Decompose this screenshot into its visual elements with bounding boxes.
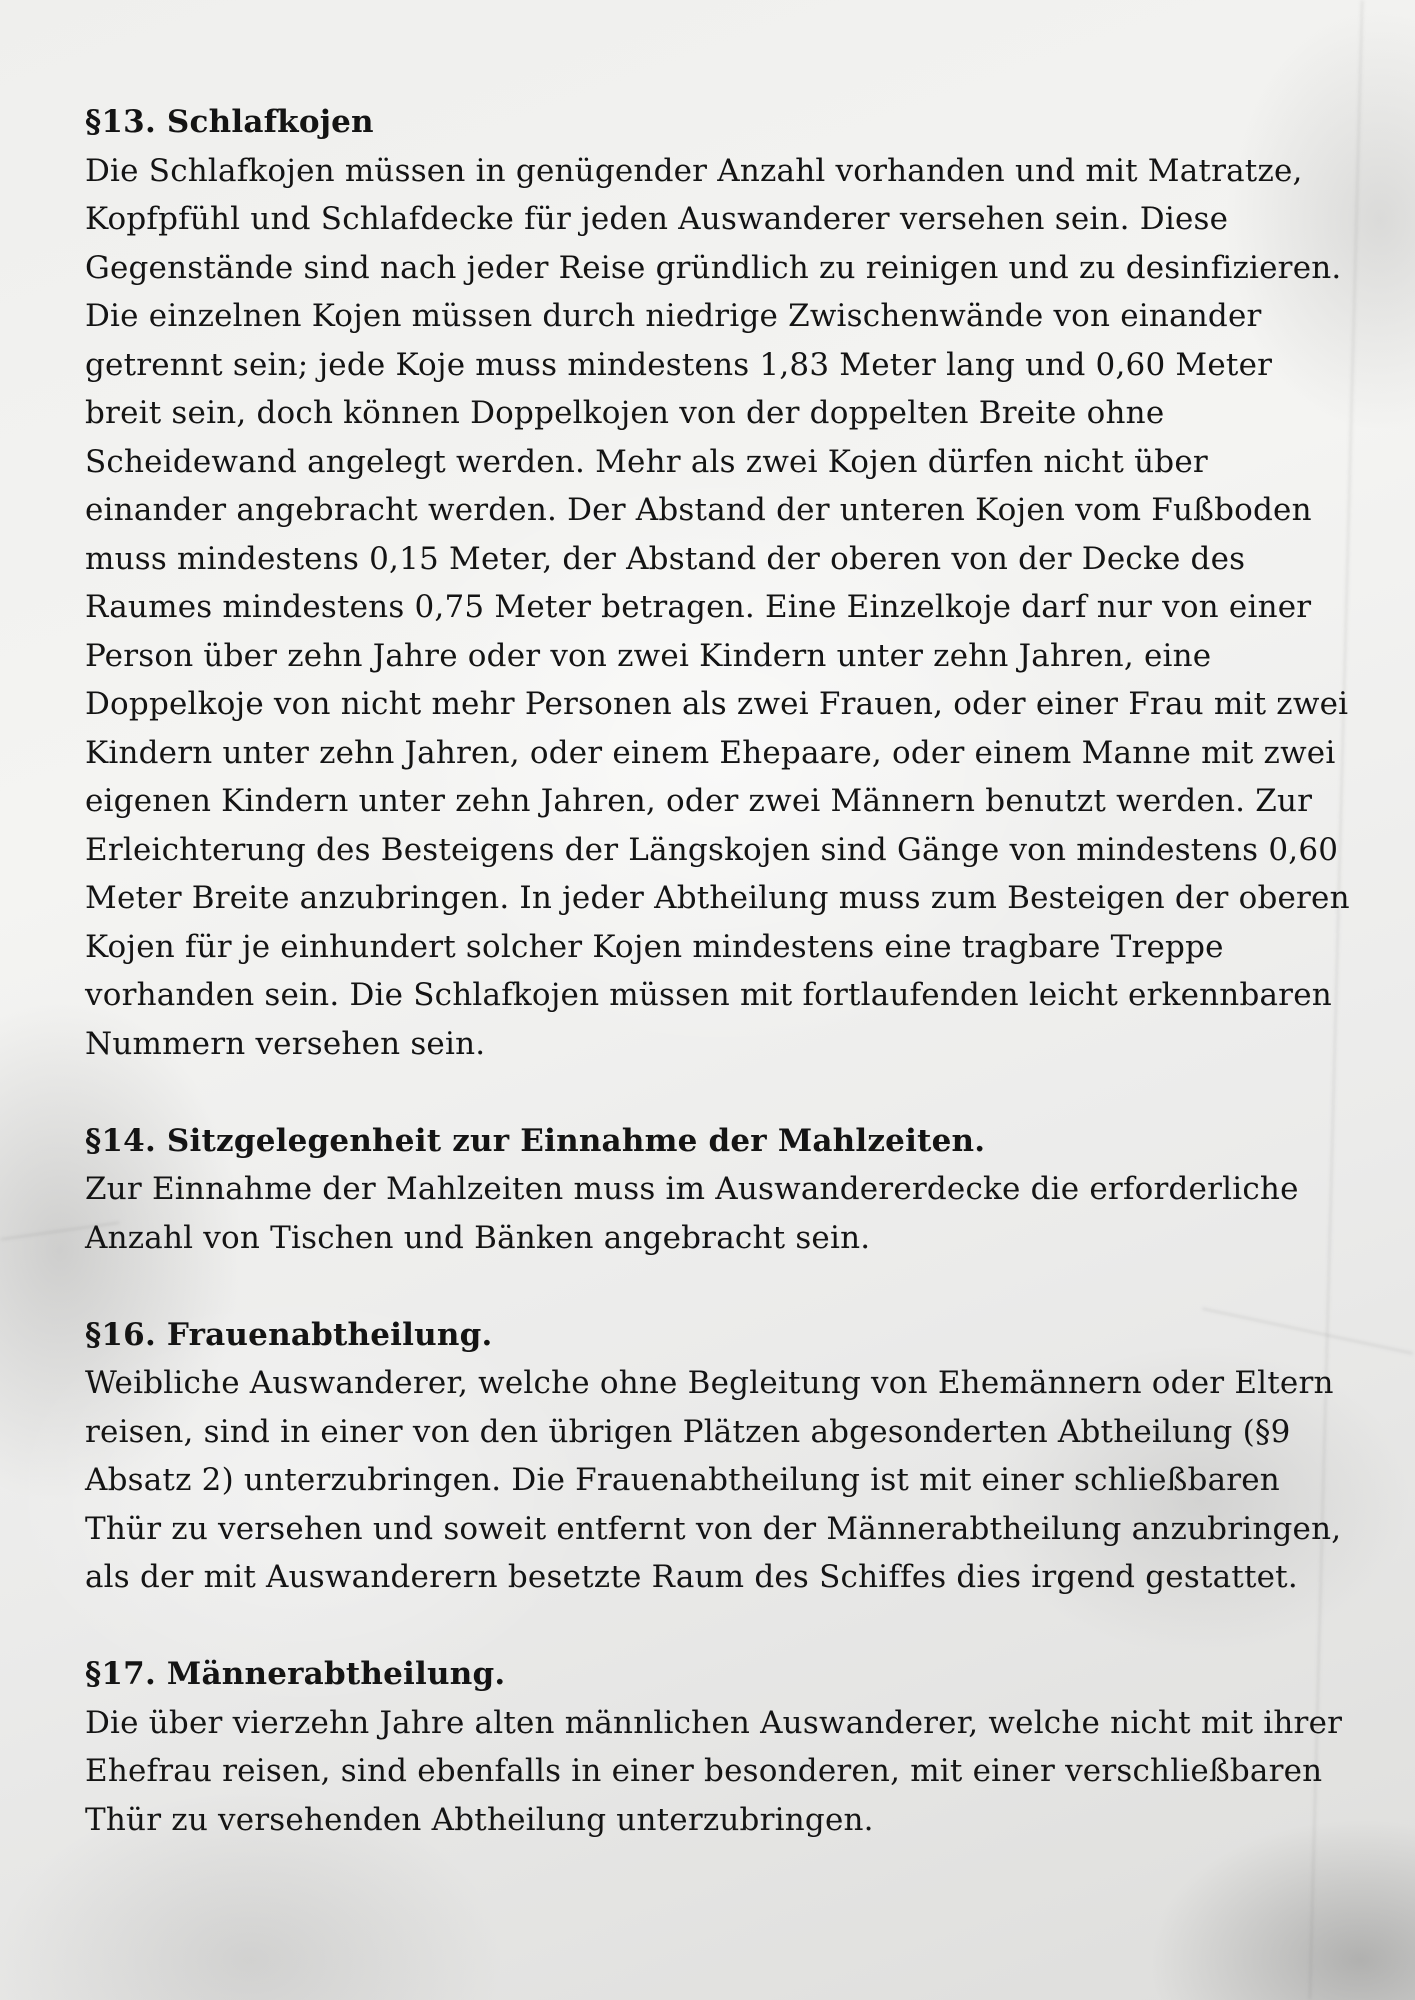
section-16	[85, 1311, 1355, 1602]
section-13	[85, 98, 1355, 1068]
section-heading: §16. Frauenabtheilung.	[85, 1316, 493, 1353]
section-paragraph: Die Schlafkojen müssen in genügender Anzahl vorhanden und mit Matratze, Kopfpfühl und Schlafdecke für jeden Auswanderer versehen sein. Diese Gegenstände sind nach jeder Reise gründlich zu reinigen und zu desinfizieren. Die einzelnen Kojen müssen durch niedrige Zwischenwände von einander getrennt sein; jede Koje muss mindestens 1,83 Meter lang und 0,60 Meter breit sein, doch können Doppelkojen von der doppelten Breite ohne Scheidewand angelegt werden. Mehr als zwei Kojen dürfen nicht über einander angebracht werden. Der Abstand der unteren Kojen vom Fußboden muss mindestens 0,15 Meter, der Abstand der oberen von der Decke des Raumes mindestens 0,75 Meter betragen. Eine Einzelkoje darf nur von einer Person über zehn Jahre oder von zwei Kindern unter zehn Jahren, eine Doppelkoje von nicht mehr Personen als zwei Frauen, oder einer Frau mit zwei Kindern unter zehn Jahren, oder einem Ehepaare, oder einem Manne mit zwei eigenen Kindern unter zehn Jahren, oder zwei Männern benutzt werden. Zur Erleichterung des Besteigens der Längskojen sind Gänge von mindestens 0,60 Meter Breite anzubringen. In jeder Abtheilung muss zum Besteigen der oberen Kojen für je einhundert solcher Kojen mindestens eine tragbare Treppe vorhanden sein. Die Schlafkojen müssen mit fortlaufenden leicht erkennbaren Nummern versehen sein.	[85, 152, 1350, 1062]
section-14	[85, 1117, 1355, 1263]
section-paragraph: Die über vierzehn Jahre alten männlichen Auswanderer, welche nicht mit ihrer Ehefrau reisen, sind ebenfalls in einer besonderen, mit einer verschließbaren Thür zu versehenden Abtheilung unterzubringen.	[85, 1704, 1343, 1838]
section-17	[85, 1650, 1355, 1844]
section-heading: §14. Sitzgelegenheit zur Einnahme der Mahlzeiten.	[85, 1122, 986, 1159]
section-heading: §13. Schlafkojen	[85, 104, 374, 140]
section-heading: §17. Männerabtheilung.	[85, 1656, 506, 1692]
section-paragraph: Zur Einnahme der Mahlzeiten muss im Auswandererdecke die erforderliche Anzahl von Tischen und Bänken angebracht sein.	[85, 1171, 1299, 1256]
section-paragraph: Weibliche Auswanderer, welche ohne Begleitung von Ehemännern oder Eltern reisen, sind in einer von den übrigen Plätzen abgesonderten Abtheilung (§9 Absatz 2) unterzubringen. Die Frauenabtheilung ist mit einer schließbaren Thür zu versehen und soweit entfernt von der Männerabtheilung anzubringen, als der mit Auswanderern besetzte Raum des Schiffes dies irgend gestattet.	[85, 1365, 1342, 1595]
document-body	[85, 98, 1355, 1893]
